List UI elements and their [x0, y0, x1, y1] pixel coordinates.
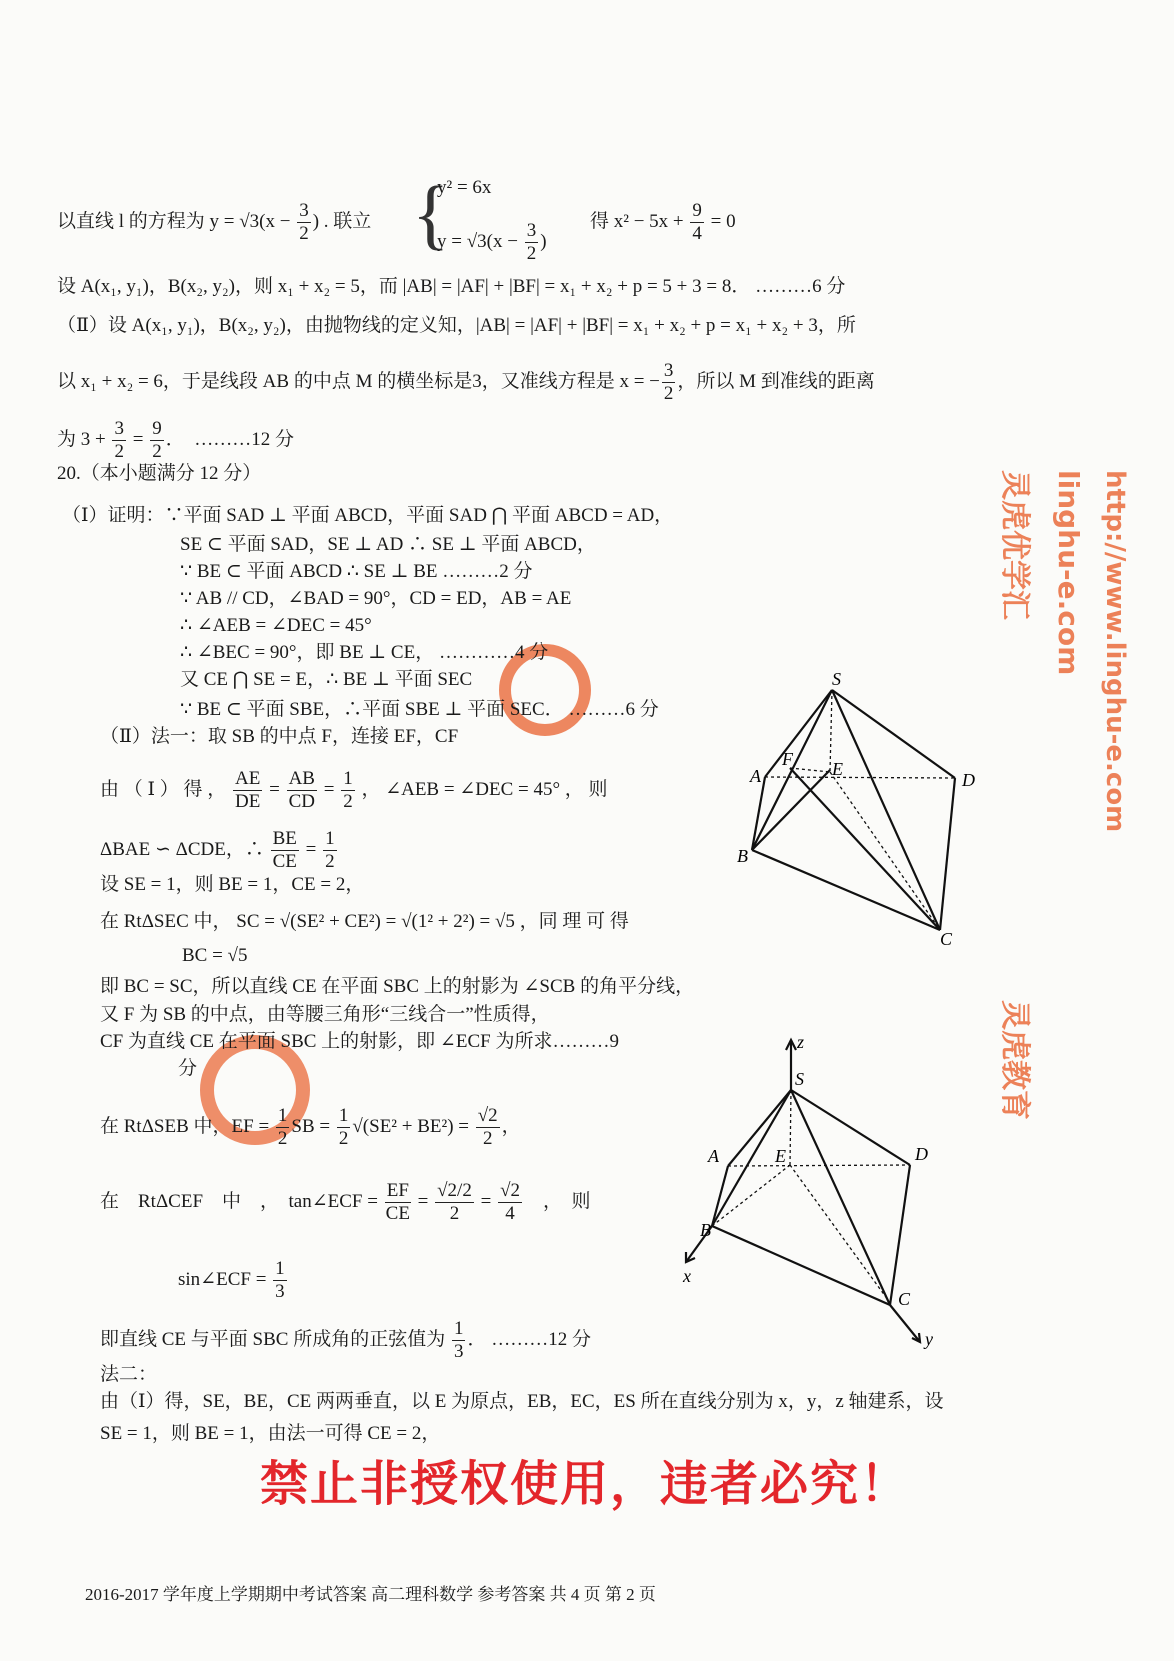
- label-D2: D: [915, 1144, 928, 1164]
- watermark-edu: 灵虎教育: [997, 1000, 1032, 1120]
- method1-tan: 在 RtΔCEF 中 ， tan∠ECF = $\frac{EF}{CE}$ = $\frac{√2/2}{2}$ = $\frac{√2}{4}$ ， 则: [100, 1180, 591, 1224]
- line-part2-distance: 为 3 + $\frac{3}{2}$ = $\frac{9}{2}$ ． ………12 分: [57, 418, 294, 462]
- method2-line-2: SE = 1，则 BE = 1，由法一可得 CE = 2，: [100, 1423, 441, 1444]
- proof-line-8: ∵ BE ⊂ 平面 SBE，∴平面 SBE ⊥ 平面 SEC． ………6 分: [180, 699, 659, 720]
- method1-similar: ΔBAE ∽ ΔCDE，∴ $\frac{BE}{CE}$ = $\frac{1}{2}$: [100, 828, 335, 872]
- proof-line-7: 又 CE ⋂ SE = E，∴ BE ⊥ 平面 SEC: [180, 669, 473, 690]
- fraction: $\frac{9}{2}$: [152, 418, 162, 462]
- line-part1-result: 设 A(x₁, y₁)，B(x₂, y₂)，则 x₁ + x₂ = 5，而 |AB| = |AF| + |BF| = x₁ + x₂ + p = 5 + 3 = 8． ………6 分: [57, 276, 846, 297]
- label-S: S: [832, 669, 841, 689]
- proof-line-3: ∵ BE ⊂ 平面 ABCD ∴ SE ⊥ BE ………2 分: [180, 561, 533, 582]
- fraction: $\frac{9}{4}$: [692, 200, 702, 244]
- method1-sc: 在 RtΔSEC 中， SC = √(SE² + CE²) = √(1² + 2²) = √5 ，同 理 可 得: [100, 911, 629, 932]
- watermark-url: http://www.linghu-e.com: [1100, 470, 1130, 833]
- method1-score-9: 分: [178, 1058, 198, 1079]
- question-20-heading: 20.（本小题满分 12 分）: [57, 463, 262, 484]
- fraction: $\frac{3}{2}$: [114, 418, 124, 462]
- fraction: $\frac{√2}{2}$: [477, 1105, 498, 1149]
- proof-line-4: ∵ AB // CD，∠BAD = 90°，CD = ED，AB = AE: [180, 588, 572, 609]
- fraction: $\frac{3}{2}$: [663, 360, 674, 404]
- method2-line-1: 由（Ⅰ）得，SE，BE，CE 两两垂直，以 E 为原点，EB，EC，ES 所在直线分别为 x，y，z 轴建系，设: [100, 1391, 944, 1412]
- label-y: y: [925, 1329, 933, 1349]
- fraction: $\frac{√2/2}{2}$: [437, 1180, 472, 1224]
- label-B2: B: [700, 1220, 711, 1240]
- fraction: $\frac{AE}{DE}$: [235, 768, 261, 812]
- method1-bc: BC = √5: [182, 945, 248, 966]
- label-S2: S: [795, 1069, 804, 1089]
- fraction: $\frac{1}{2}$: [277, 1105, 288, 1149]
- label-C2: C: [898, 1289, 911, 1309]
- watermark-brand: 灵虎优学汇: [997, 470, 1032, 620]
- label-E2: E: [775, 1146, 786, 1166]
- method1-ef: 在 RtΔSEB 中，EF = $\frac{1}{2}$ SB = $\frac{1}{2}$ √(SE² + BE²) = $\frac{√2}{2}$ ，: [100, 1105, 521, 1149]
- page-footer: 2016-2017 学年度上学期期中考试答案 高二理科数学 参考答案 共 4 页 第 2 页: [85, 1585, 656, 1604]
- watermark-site: linghu-e.com: [1052, 470, 1085, 676]
- fraction: $\frac{1}{2}$: [325, 828, 335, 872]
- line-part2-midpoint: 以 x₁ + x₂ = 6，于是线段 AB 的中点 M 的横坐标是3，又准线方程是 x = − $\frac{3}{2}$ ，所以 M 到准线的距离: [57, 360, 875, 404]
- method1-conclusion: 即直线 CE 与平面 SBC 所成角的正弦值为 $\frac{1}{3}$ ． ………12 分: [100, 1318, 591, 1362]
- method1-midpoint: 又 F 为 SB 的中点，由等腰三角形“三线合一”性质得，: [100, 1004, 550, 1025]
- label-A: A: [750, 766, 761, 786]
- fraction: $\frac{1}{2}$: [343, 768, 353, 812]
- line-direction-equation: 以直线 l 的方程为 y = √3(x − $\frac{3}{2}$ ) . 联立: [57, 200, 372, 244]
- system-result: 得 x² − 5x + $\frac{9}{4}$ = 0: [590, 200, 736, 244]
- proof-line-1: （Ⅰ）证明：∵平面 SAD ⊥ 平面 ABCD，平面 SAD ⋂ 平面 ABCD = AD，: [62, 505, 674, 526]
- label-B: B: [737, 846, 748, 866]
- fraction: $\frac{1}{3}$: [275, 1258, 285, 1302]
- fraction: $\frac{1}{3}$: [453, 1318, 464, 1362]
- proof-line-6: ∴ ∠BEC = 90°，即 BE ⊥ CE， …………4 分: [180, 642, 549, 663]
- label-C: C: [940, 929, 953, 949]
- label-x: x: [683, 1266, 691, 1286]
- label-D: D: [962, 770, 975, 790]
- system-eq-2: y = √3(x − $\frac{3}{2}$ ): [437, 220, 547, 264]
- system-brace: {: [412, 170, 450, 257]
- proof-line-5: ∴ ∠AEB = ∠DEC = 45°: [180, 615, 372, 636]
- method2-heading: 法二：: [100, 1364, 158, 1385]
- method1-projection: CF 为直线 CE 在平面 SBC 上的射影，即 ∠ECF 为所求………9: [100, 1031, 619, 1052]
- proof-line-2: SE ⊂ 平面 SAD，SE ⊥ AD ∴ SE ⊥ 平面 ABCD，: [180, 534, 596, 555]
- label-F: F: [782, 749, 793, 769]
- method1-sin: sin∠ECF = $\frac{1}{3}$: [178, 1258, 285, 1302]
- fraction: $\frac{1}{2}$: [338, 1105, 349, 1149]
- fraction: $\frac{√2}{4}$: [500, 1180, 520, 1224]
- method1-set-se: 设 SE = 1，则 BE = 1，CE = 2，: [100, 874, 365, 895]
- label-E: E: [832, 759, 843, 779]
- fraction: $\frac{3}{2}$: [526, 220, 537, 264]
- label-A2: A: [708, 1146, 719, 1166]
- fraction: $\frac{EF}{CE}$: [385, 1180, 410, 1224]
- label-z: z: [797, 1032, 805, 1052]
- fraction: $\frac{BE}{CE}$: [272, 828, 297, 872]
- method1-bisector: 即 BC = SC，所以直线 CE 在平面 SBC 上的射影为 ∠SCB 的角平分线，: [100, 976, 695, 997]
- copyright-notice: 禁止非授权使用，违者必究！: [260, 1456, 911, 1512]
- line-part2-start: （Ⅱ）设 A(x₁, y₁)，B(x₂, y₂)，由抛物线的定义知，|AB| = |AF| + |BF| = x₁ + x₂ + p = x₁ + x₂ + 3，所: [57, 315, 856, 336]
- system-eq-1: y² = 6x: [437, 177, 492, 198]
- method1-ratio: 由 （ Ⅰ ） 得 ， $\frac{AE}{DE}$ = $\frac{AB}{CD}$ = $\frac{1}{2}$ ， ∠AEB = ∠DEC = 45° ， 则: [100, 768, 608, 812]
- fraction: $\frac{3}{2}$: [299, 200, 309, 244]
- fraction: $\frac{AB}{CD}$: [288, 768, 315, 812]
- method1-heading: （Ⅱ）法一：取 SB 的中点 F，连接 EF，CF: [100, 726, 459, 747]
